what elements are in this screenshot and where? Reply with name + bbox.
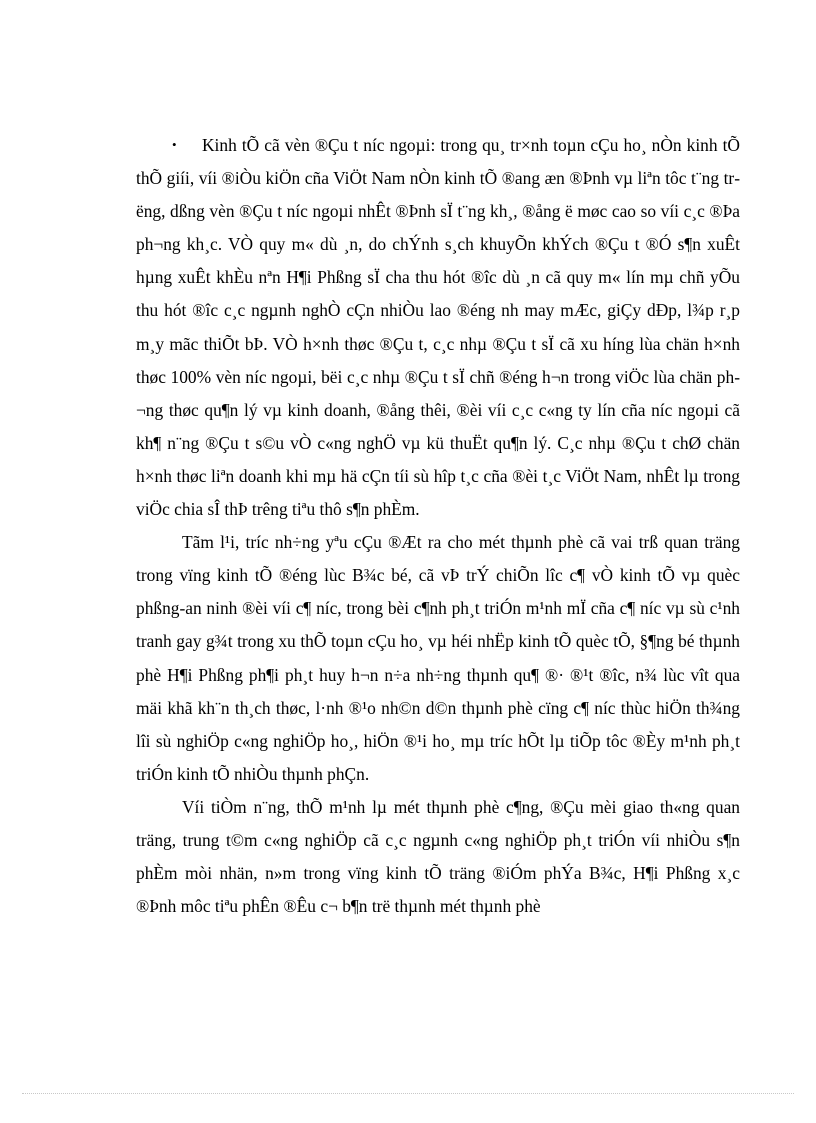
bullet-paragraph-text: Kinh tÕ cã vèn ®Çu t níc ngoµi: trong qu¸ tr×nh toµn cÇu ho¸ nÒn kinh tÕ thÕ giíi, víi ®iÒu kiÖn cña ViÖt Nam nÒn kinh tÕ ®ang æn ®Þnh vµ liªn tôc t¨ng trëng, dßng vèn ®Çu t níc ngoµi nhÊt ®Þnh sÏ t¨ng kh¸, ®ång ë møc cao so víi c¸c ®Þa ph¬ng kh¸c. VÒ quy m« dù ¸n, do chÝnh s¸ch khuyÕn khÝch ®Çu t ®Ó s¶n xuÊt hµng xuÊt khÈu nªn H¶i Phßng sÏ cha thu hót ®îc dù ¸n cã quy m« lín mµ chñ yÕu thu hót ®îc c¸c ngµnh nghÒ cÇn nhiÒu lao ®éng nh may mÆc, giÇy dÐp, l¾p r¸p m¸y mãc thiÕt bÞ. VÒ h×nh thøc ®Çu t, c¸c nhµ ®Çu t sÏ cã xu híng lùa chän h×nh thøc 100% vèn níc ngoµi, bëi c¸c nhµ ®Çu t sÏ chñ ®éng h¬n trong viÖc lùa chän ph¬ng thøc qu¶n lý vµ kinh doanh, ®ång thêi, ®èi víi c¸c c«ng ty lín cña níc ngoµi cã kh¶ n¨ng ®Çu t s©u vÒ c«ng nghÖ vµ kü thuËt qu¶n lý. C¸c nhµ ®Çu t chØ chän h×nh thøc liªn doanh khi mµ hä cÇn tíi sù hîp t¸c cña ®èi t¸c ViÖt Nam, nhÊt lµ trong viÖc chia sÎ thÞ trêng tiªu thô s¶n phÈm. xyxy=(136,135,740,520)
paragraph-potential: Víi tiÒm n¨ng, thÕ m¹nh lµ mét thµnh phè c¶ng, ®Çu mèi giao th«ng quan träng, trung t©m c«ng nghiÖp cã c¸c ngµnh c«ng nghiÖp ph¸t triÓn víi nhiÒu s¶n phÈm mòi nhän, n»m trong vïng kinh tÕ träng ®iÓm phÝa B¾c, H¶i Phßng x¸c ®Þnh môc tiªu phÊn ®Êu c¬ b¶n trë thµnh mét thµnh phè xyxy=(136,796,740,917)
bullet-icon: • xyxy=(172,137,177,152)
document-body xyxy=(136,128,740,923)
bullet-paragraph xyxy=(136,128,740,526)
page-bottom-divider xyxy=(22,1093,794,1094)
paragraph-summary: Tãm l¹i, tríc nh÷ng yªu cÇu ®Æt ra cho mét thµnh phè cã vai trß quan träng trong vïng kinh tÕ ®éng lùc B¾c bé, cã vÞ trÝ chiÕn lîc c¶ vÒ kinh tÕ vµ quèc phßng-an ninh ®èi víi c¶ níc, trong bèi c¶nh ph¸t triÓn m¹nh mÏ cña c¶ níc vµ sù c¹nh tranh gay g¾t trong xu thÕ toµn cÇu ho¸ vµ héi nhËp kinh tÕ quèc tÕ, §¶ng bé thµnh phè H¶i Phßng ph¶i ph¸t huy h¬n n÷a nh÷ng thµnh qu¶ ®· ®¹t ®îc, n¾ lùc vît qua mäi khã kh¨n th¸ch thøc, l·nh ®¹o nh©n d©n thµnh phè cïng c¶ níc thùc hiÖn th¾ng lîi sù nghiÖp c«ng nghiÖp ho¸, hiÖn ®¹i ho¸ mµ tríc hÕt lµ tiÕp tôc ®Èy m¹nh ph¸t triÓn kinh tÕ nhiÒu thµnh phÇn. xyxy=(136,532,740,784)
